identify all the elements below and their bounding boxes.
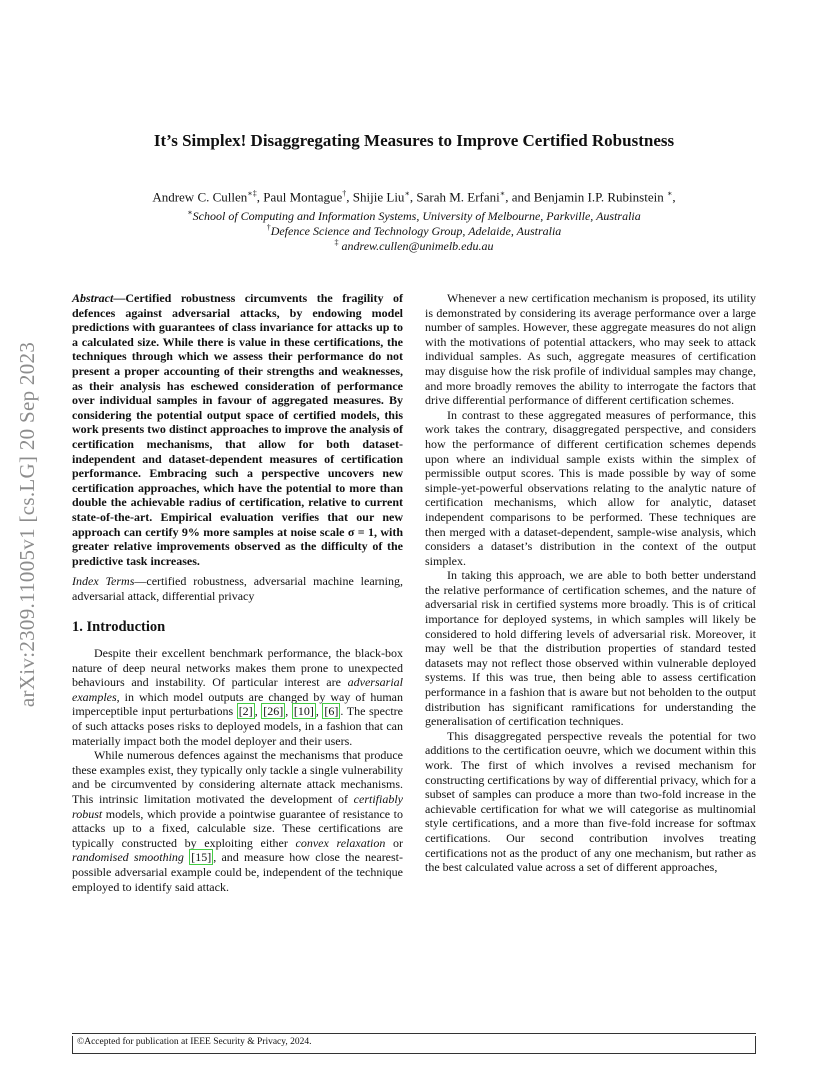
paper-title: It’s Simplex! Disaggregating Measures to Improve Certified Robustness <box>153 131 675 150</box>
citation-link[interactable]: [15] <box>191 850 212 865</box>
author-name: Andrew C. Cullen <box>152 189 248 205</box>
right-column <box>425 291 756 875</box>
abstract <box>72 291 403 568</box>
email-text[interactable]: andrew.cullen@unimelb.edu.au <box>341 239 494 253</box>
intro-paragraph-1: Despite their excellent benchmark performance, the black-box nature of deep neural networks makes them prone to unexpected behaviours and instability. Of particular interest are adversarial examples, in which model outputs are changed by way of human imperceptible input perturbations [2] , [26] , [10] , [6] . The spectre of such attacks poses risks to deployed models, in a fashion that can materially impact both the model deployer and their users. <box>72 646 403 748</box>
author-name: and Benjamin I.P. Rubinstein <box>511 189 664 205</box>
affiliation-mark: † <box>266 223 271 232</box>
author-name: Shijie Liu <box>352 189 405 205</box>
arxiv-stamp-text: arXiv:2309.11005v1 [cs.LG] 20 Sep 2023 <box>15 341 40 707</box>
affiliation-dst <box>0 223 828 239</box>
affiliation-melbourne <box>0 208 828 224</box>
affiliation-mark: ∗ <box>187 208 193 217</box>
body-paragraph: In contrast to these aggregated measures of performance, this work takes the contrary, disaggregated perspective, and considers how the performance of different certification schemes depends upon where an individual sample exists within the simplex of permissible output scores. This is made possible by way of some simple-yet-powerful observations relating to the analytic nature of certification mechanisms, which allow for analytic, dataset independent comparisons to be performed. These techniques are then merged with a dataset-dependent, sample-wise analysis, which considers a dataset’s distribution in the context of the output simplex. <box>425 407 756 568</box>
arxiv-stamp <box>10 290 46 758</box>
author-mark: ∗ <box>666 189 673 198</box>
body-paragraph: Whenever a new certification mechanism is proposed, its utility is demonstrated by considering its average performance over a large number of samples. However, these aggregate measures do not align with the motivations of potential attackers, who may seek to attack individual samples. As such, aggregate measures of certification may disguise how the risk profile of individual samples may change, and more broadly removes the ability to interrogate the factors that drive differential performance of different certification schemes. <box>425 291 756 408</box>
index-terms-label: Index Terms <box>72 574 135 589</box>
left-column <box>72 291 403 894</box>
body-paragraph: In taking this approach, we are able to both better understand the relative performance of certification schemes, and the nature of adversarial risk in certified systems more broadly. This is of critical importance for deployed systems, in which samples will likely be considered to hold differing levels of adversarial risk. Moreover, it may well be that the distribution properties of standard tested datasets may not reflect those observed within vulnerable deployed systems. If this was true, then being able to assess certification performance in a fashion that is aware but not beholden to the output distribution has significant ramifications for understanding the generalisation of certification techniques. <box>425 568 756 729</box>
section-heading-introduction: 1. Introduction <box>72 619 166 636</box>
contact-email[interactable] <box>0 238 828 254</box>
index-terms-text: —certified robustness, adversarial machine learning, adversarial attack, differential privacy <box>72 574 403 603</box>
citation-link[interactable]: [2] <box>238 704 253 719</box>
abstract-text: —Certified robustness circumvents the fragility of defences against adversarial attacks, by endowing model predictions with guarantees of class invariance for attacks up to a calculated size. While there is value in these certifications, the techniques through which we assess their performance do not present a proper accounting of their strengths and weaknesses, as their analysis has eschewed consideration of performance over individual samples in favour of aggregated measures. By considering the potential output space of certified models, this work presents two distinct approaches to improve the analysis of certification mechanisms, that allow for both dataset-independent and dataset-dependent measures of certification performance. Embracing such a perspective uncovers new certification approaches, which have the potential to more than double the achievable radius of certification, relative to current state-of-the-art. Empirical evaluation verifies that our new approach can certify 9% more samples at noise scale σ = 1, with greater relative improvements observed as the difficulty of the predictive task increases. <box>72 291 403 568</box>
citation-link[interactable]: [6] <box>324 704 339 719</box>
footer-note: ©Accepted for publication at IEEE Security & Privacy, 2024. <box>72 1036 756 1054</box>
author-list: Andrew C. Cullen∗‡, Paul Montague†, Shijie Liu∗, Sarah M. Erfani∗, and Benjamin I.P. Rubinstein ∗, <box>152 189 676 205</box>
author-name: Paul Montague <box>263 189 343 205</box>
author-mark: † <box>342 189 347 198</box>
author-mark: ∗ <box>499 189 506 198</box>
affiliation-text: School of Computing and Information Systems, University of Melbourne, Parkville, Australia <box>192 209 641 223</box>
intro-paragraph-2: While numerous defences against the mechanisms that produce these examples exist, they typically only tackle a single vulnerability and be circumvented by considering alternate attack mechanisms. This intrinsic limitation motivated the development of certifiably robust models, which provide a pointwise guarantee of resistance to attacks up to a fixed, calculable size. These certifications are typically constructed by exploiting either convex relaxation or randomised smoothing [15] , and measure how close the nearest-possible adversarial example could be, independent of the technique employed to identify said attack. <box>72 748 404 894</box>
citation-link[interactable]: [26] <box>263 704 284 719</box>
affiliation-mark: ‡ <box>334 238 339 247</box>
body-paragraph: This disaggregated perspective reveals the potential for two additions to the certification oeuvre, which we document within this work. The first of which involves a revised mechanism for constructing certifications by way of differential privacy, which for a subset of samples can produce a more than two-fold increase in the achievable certification for what we will categorise as multinomial style certifications, and a more than five-fold increase for softmax certifications. Our second contribution involves treating certifications not as the product of any one mechanism, but rather as the best calculated value across a set of different approaches, <box>425 728 756 875</box>
footer-rule <box>72 1033 756 1034</box>
author-mark: ∗‡ <box>247 189 257 198</box>
affiliation-text: Defence Science and Technology Group, Adelaide, Australia <box>270 224 562 238</box>
abstract-label: Abstract <box>72 291 114 305</box>
author-name: Sarah M. Erfani <box>416 189 500 205</box>
index-terms <box>72 574 403 603</box>
author-mark: ∗ <box>404 189 410 198</box>
citation-link[interactable]: [10] <box>293 704 314 719</box>
